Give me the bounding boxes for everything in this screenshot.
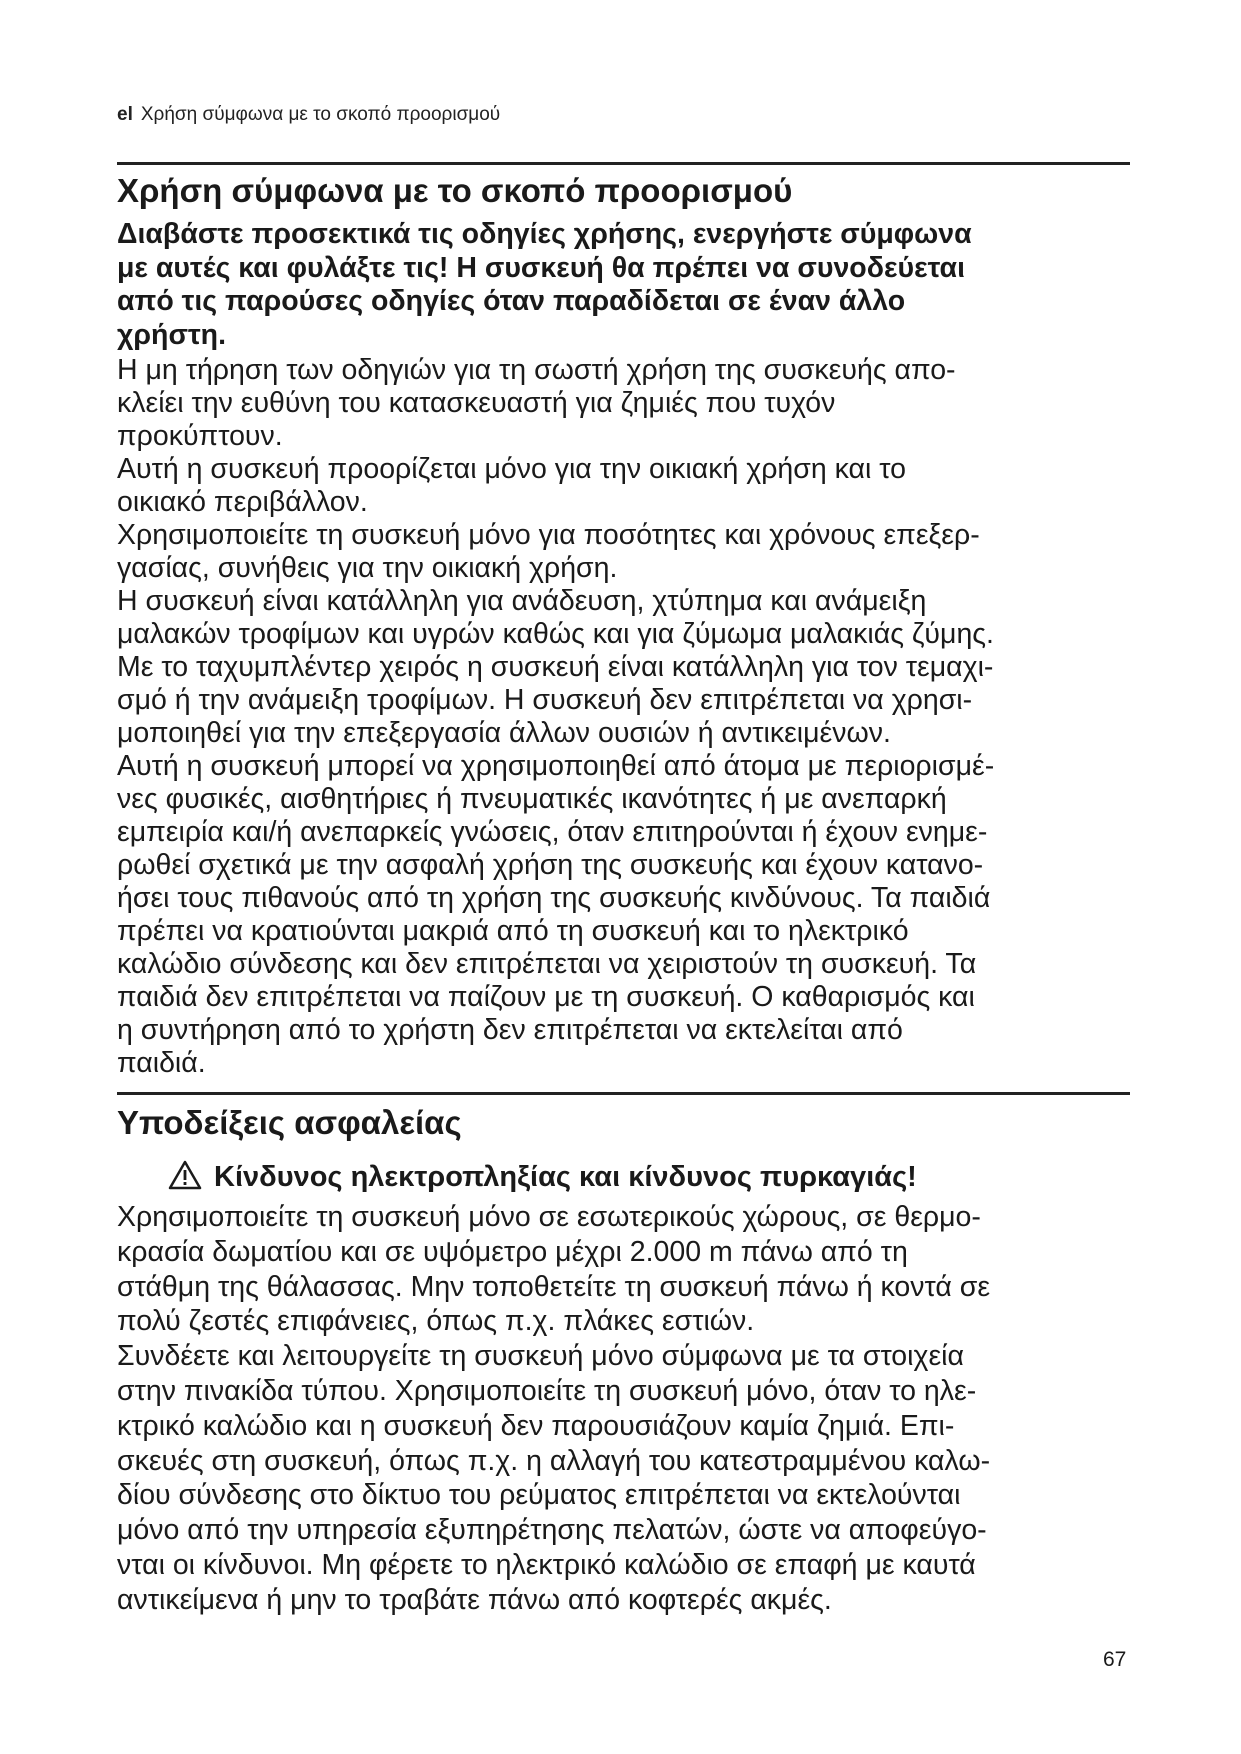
text-line: από τις παρούσες οδηγίες όταν παραδίδεται σε έναν άλλο bbox=[117, 285, 906, 317]
section-title: Χρήση σύμφωνα με το σκοπό προορισμού bbox=[117, 172, 793, 209]
page-number: 67 bbox=[1103, 1648, 1127, 1671]
warning-text: Κίνδυνος ηλεκτροπληξίας και κίνδυνος πυρκαγιάς! bbox=[214, 1161, 917, 1193]
running-header bbox=[117, 104, 500, 126]
text-line: χρήστη. bbox=[117, 318, 226, 351]
body-text bbox=[117, 354, 1147, 1080]
text-line: κλείει την ευθύνη του κατασκευαστή για ζημιές που τυχόν bbox=[117, 387, 836, 419]
text-line: Χρησιμοποιείτε τη συσκευή μόνο σε εσωτερικούς χώρους, σε θερμο- bbox=[117, 1201, 981, 1233]
running-header-title: Χρήση σύμφωνα με το σκοπό προορισμού bbox=[140, 104, 501, 125]
text-line: παιδιά δεν επιτρέπεται να παίζουν με τη συσκευή. Ο καθαρισμός και bbox=[117, 981, 975, 1013]
text-line: καλώδιο σύνδεσης και δεν επιτρέπεται να χειριστούν τη συσκευή. Τα bbox=[117, 948, 977, 980]
text-line: Με το ταχυμπλέντερ χειρός η συσκευή είναι κατάλληλη για τον τεμαχι- bbox=[117, 651, 994, 683]
intro-paragraph bbox=[117, 218, 1147, 352]
section-divider bbox=[117, 1092, 1130, 1095]
body-text bbox=[117, 1200, 1147, 1618]
text-line: προκύπτουν. bbox=[117, 420, 283, 452]
text-line: πολύ ζεστές επιφάνειες, όπως π.χ. πλάκες εστιών. bbox=[117, 1305, 755, 1338]
text-line: στάθμη της θάλασσας. Μην τοποθετείτε τη συσκευή πάνω ή κοντά σε bbox=[117, 1270, 991, 1303]
text-line: Αυτή η συσκευή μπορεί να χρησιμοποιηθεί από άτομα με περιορισμέ- bbox=[117, 750, 995, 782]
text-line: εμπειρία και/ή ανεπαρκείς γνώσεις, όταν επιτηρούνται ή έχουν ενημε- bbox=[117, 816, 988, 848]
warning-heading bbox=[168, 1160, 917, 1194]
text-line: ρωθεί σχετικά με την ασφαλή χρήση της συσκευής και έχουν κατανο- bbox=[117, 849, 984, 881]
text-line: Η συσκευή είναι κατάλληλη για ανάδευση, χτύπημα και ανάμειξη bbox=[117, 585, 927, 617]
text-line: Χρησιμοποιείτε τη συσκευή μόνο για ποσότητες και χρόνους επεξερ- bbox=[117, 519, 980, 551]
text-line: παιδιά. bbox=[117, 1047, 206, 1079]
text-line: δίου σύνδεσης στο δίκτυο του ρεύματος επιτρέπεται να εκτελούνται bbox=[117, 1479, 961, 1512]
text-line: στην πινακίδα τύπου. Χρησιμοποιείτε τη συσκευή μόνο, όταν το ηλε- bbox=[117, 1374, 977, 1407]
text-line: μαλακών τροφίμων και υγρών καθώς και για ζύμωμα μαλακιάς ζύμης. bbox=[117, 618, 994, 650]
text-line: κτρικό καλώδιο και η συσκευή δεν παρουσιάζουν καμία ζημιά. Επι- bbox=[117, 1409, 955, 1442]
text-line: Αυτή η συσκευή προορίζεται μόνο για την οικιακή χρήση και το bbox=[117, 453, 906, 485]
text-line: Η μη τήρηση των οδηγιών για τη σωστή χρήση της συσκευής απο- bbox=[117, 354, 956, 386]
text-line: μόνο από την υπηρεσία εξυπηρέτησης πελατών, ώστε να αποφεύγο- bbox=[117, 1514, 987, 1547]
text-line: σκευές στη συσκευή, όπως π.χ. η αλλαγή του κατεστραμμένου καλω- bbox=[117, 1444, 991, 1477]
text-line: με αυτές και φυλάξτε τις! Η συσκευή θα πρέπει να συνοδεύεται bbox=[117, 251, 966, 284]
warning-triangle-icon bbox=[168, 1160, 202, 1190]
text-line: μοποιηθεί για την επεξεργασία άλλων ουσιών ή αντικειμένων. bbox=[117, 717, 891, 749]
language-code: el bbox=[117, 104, 133, 125]
section-divider bbox=[117, 162, 1130, 165]
section-title: Υποδείξεις ασφαλείας bbox=[117, 1104, 462, 1141]
text-line: αντικείμενα ή μην το τραβάτε πάνω από κοφτερές ακμές. bbox=[117, 1583, 832, 1616]
text-line: ήσει τους πιθανούς από τη χρήση της συσκευής κινδύνους. Τα παιδιά bbox=[117, 882, 991, 914]
text-line: οικιακό περιβάλλον. bbox=[117, 486, 368, 518]
text-line: νες φυσικές, αισθητήριες ή πνευματικές ικανότητες ή με ανεπαρκή bbox=[117, 783, 947, 815]
text-line: γασίας, συνήθεις για την οικιακή χρήση. bbox=[117, 552, 618, 584]
text-line: πρέπει να κρατιούνται μακριά από τη συσκευή και το ηλεκτρικό bbox=[117, 915, 909, 947]
text-line: Συνδέετε και λειτουργείτε τη συσκευή μόνο σύμφωνα με τα στοιχεία bbox=[117, 1340, 964, 1373]
text-line: κρασία δωματίου και σε υψόμετρο μέχρι 2.000 m πάνω από τη bbox=[117, 1235, 908, 1268]
text-line: νται οι κίνδυνοι. Μη φέρετε το ηλεκτρικό καλώδιο σε επαφή με καυτά bbox=[117, 1548, 976, 1581]
text-line: Διαβάστε προσεκτικά τις οδηγίες χρήσης, ενεργήστε σύμφωνα bbox=[117, 218, 972, 250]
text-line: σμό ή την ανάμειξη τροφίμων. Η συσκευή δεν επιτρέπεται να χρησι- bbox=[117, 684, 973, 716]
text-line: η συντήρηση από το χρήστη δεν επιτρέπεται να εκτελείται από bbox=[117, 1014, 903, 1046]
